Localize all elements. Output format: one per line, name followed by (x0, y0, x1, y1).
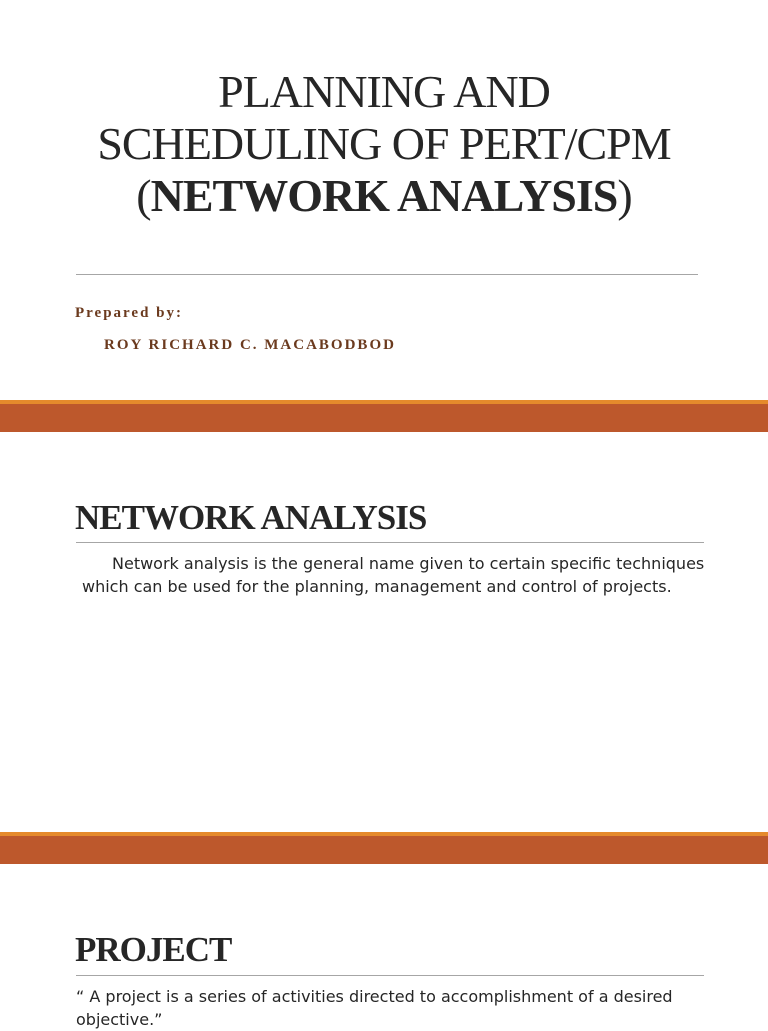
slide-separator-band (0, 400, 768, 432)
project-definition-quote: “ A project is a series of activities directed to accomplishment of a desired objective.” (76, 987, 673, 1029)
author-name: ROY RICHARD C. MACABODBOD (104, 337, 396, 353)
title-line-1: PLANNING AND (218, 66, 550, 117)
title-line-3 (40, 170, 728, 222)
section-heading-project: PROJECT (75, 930, 232, 969)
slide-separator-band (0, 832, 768, 864)
heading-divider (76, 975, 704, 976)
heading-divider (76, 542, 704, 543)
title-slide (0, 0, 768, 400)
presentation-title (40, 66, 728, 222)
title-bold-text: NETWORK ANALYSIS (150, 170, 618, 221)
section-heading-network-analysis: NETWORK ANALYSIS (75, 498, 427, 537)
prepared-by-label: Prepared by: (75, 305, 184, 321)
title-paren-close: ) (617, 170, 632, 221)
network-analysis-definition: Network analysis is the general name given to certain specific techniques which can be used for the planning, management and control of projects. (82, 554, 705, 596)
title-divider (76, 274, 698, 275)
network-analysis-slide (0, 432, 768, 832)
title-paren-open: ( (136, 170, 151, 221)
title-line-2: SCHEDULING OF PERT/CPM (97, 118, 671, 169)
